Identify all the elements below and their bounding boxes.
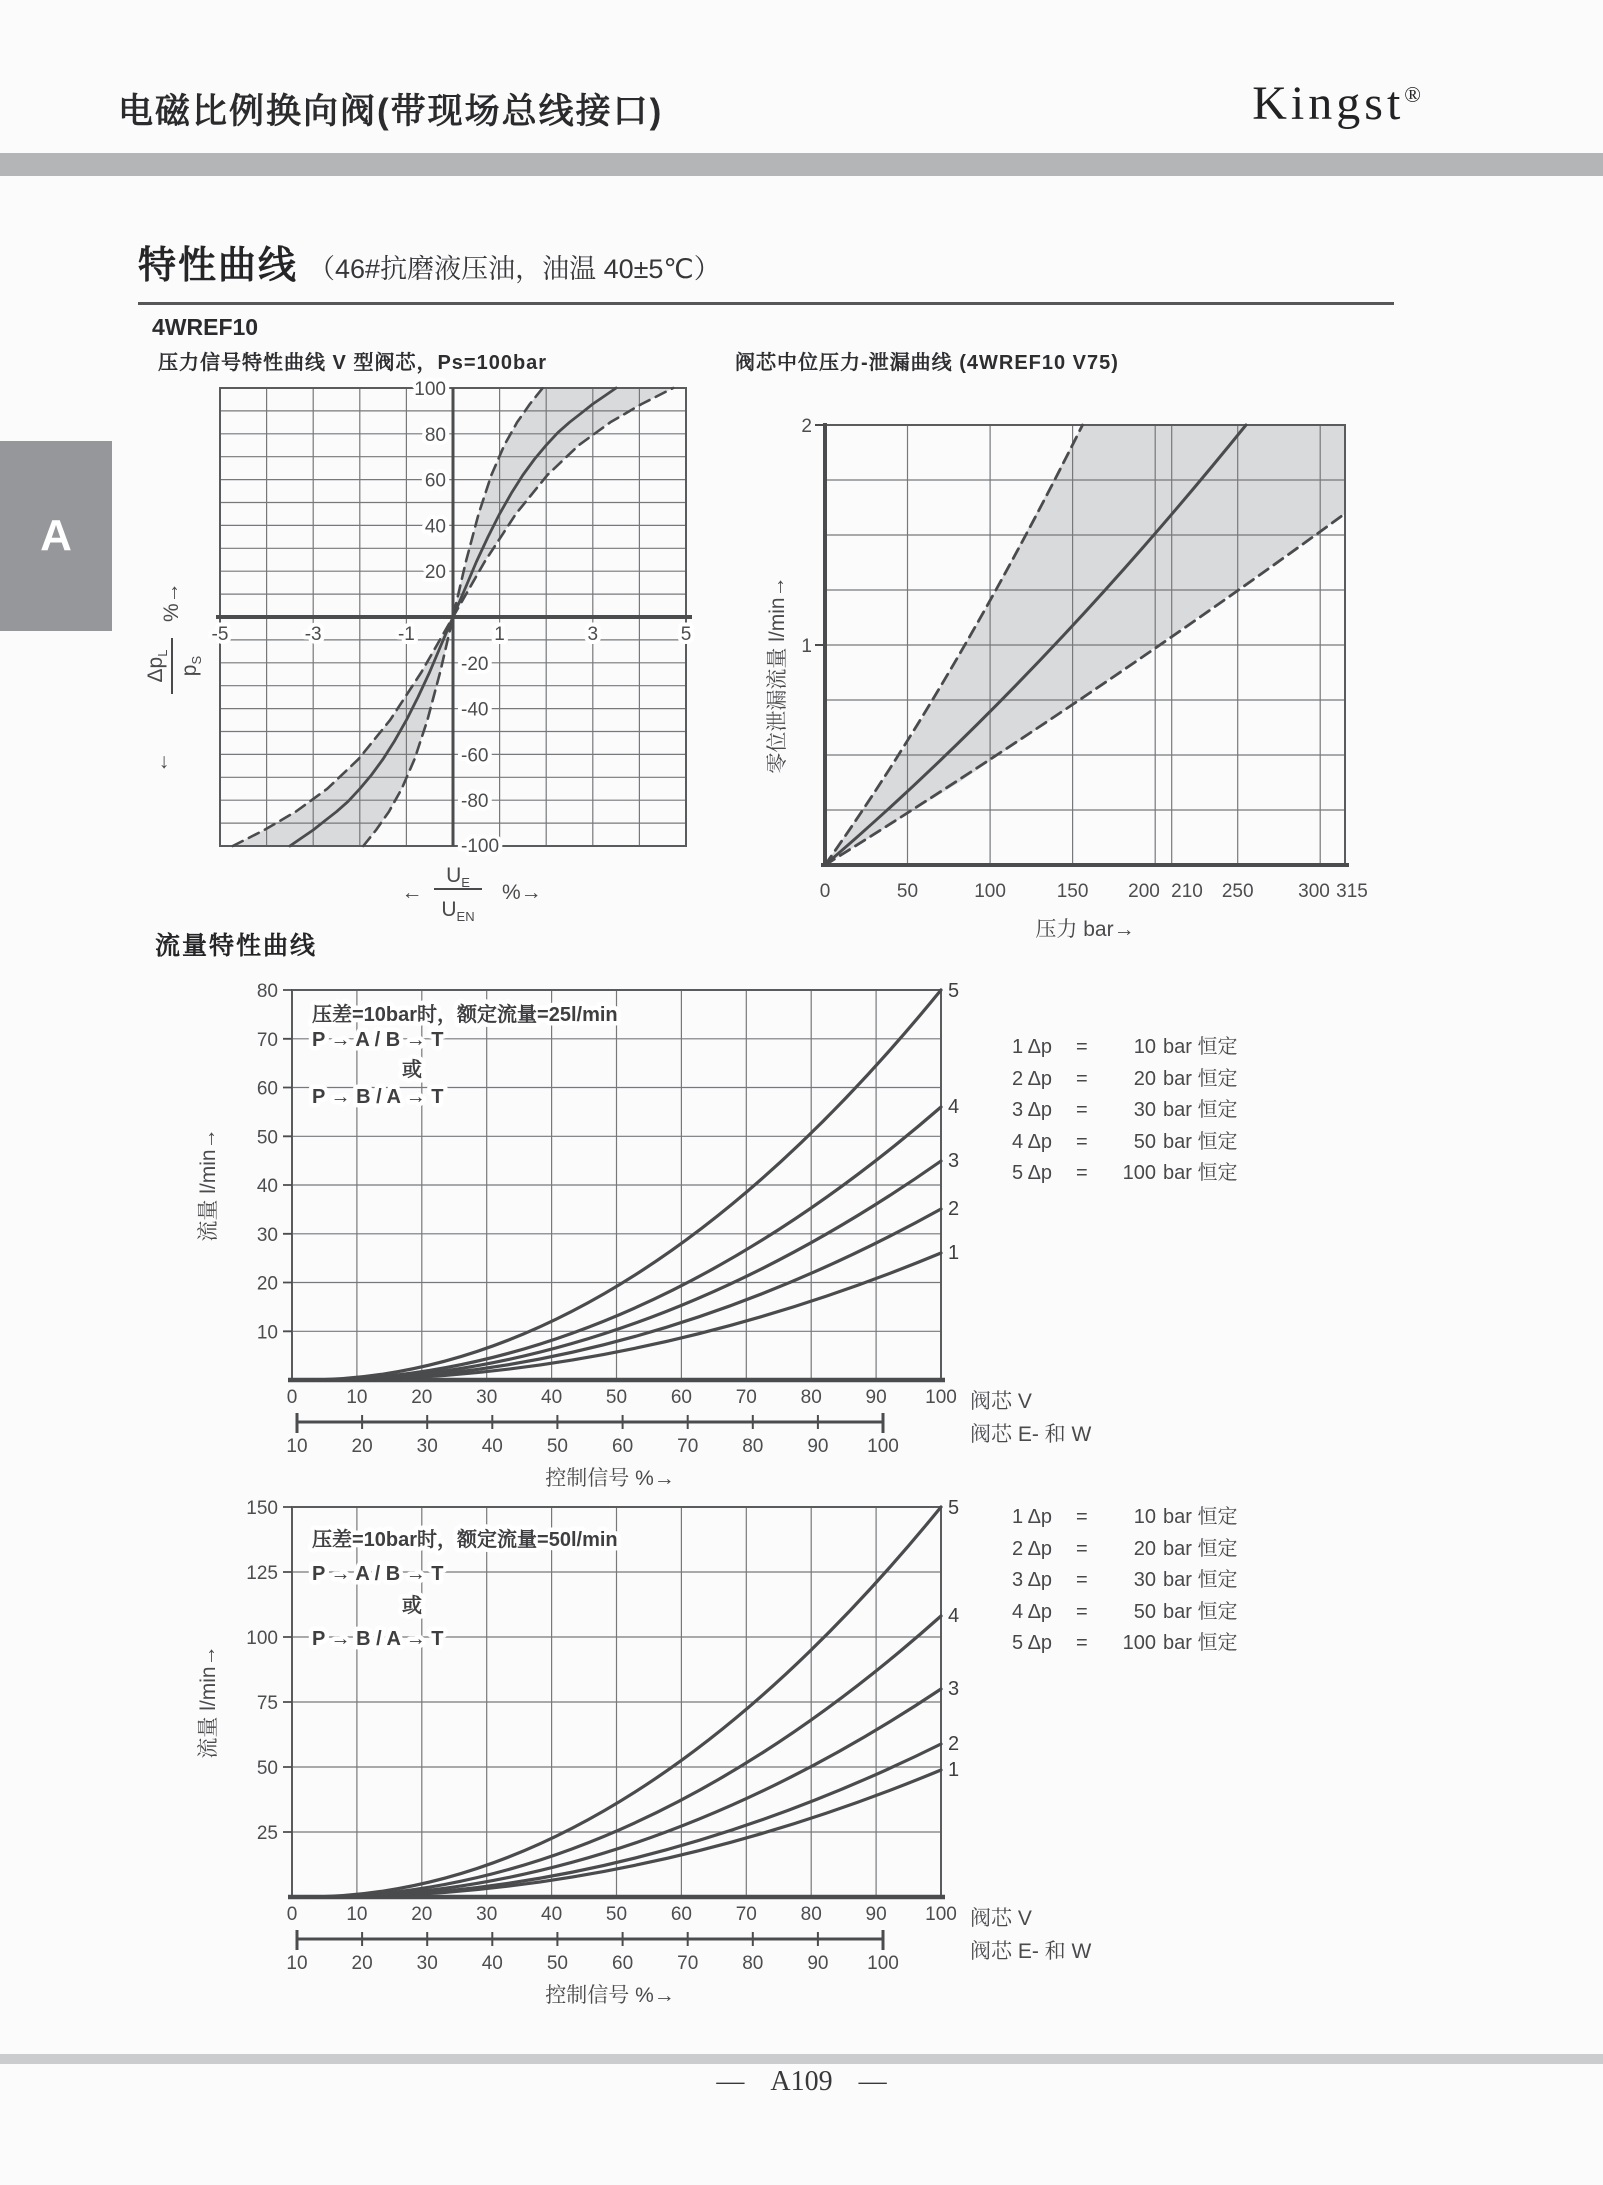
flow50-ytick-labels [246, 1498, 278, 1844]
tick-label: 40 [256, 1176, 278, 1197]
xlabel-numerator: U [446, 864, 462, 887]
tick-label: 60 [424, 470, 446, 492]
legend-value-num: 20 [1133, 1537, 1156, 1560]
svg-text:UEN [441, 898, 474, 924]
legend-value-num: 30 [1133, 1569, 1156, 1591]
leakage-xtick-labels [820, 881, 1368, 902]
legend-value-num: 20 [1133, 1067, 1156, 1090]
ylabel-text: 流量 l/min→ [197, 1645, 220, 1759]
tick-label: 60 [256, 1078, 278, 1100]
legend-curve: 4 Δp [1012, 1130, 1053, 1153]
curve-label: 1 [948, 1759, 960, 1781]
legend-value [1112, 1500, 1237, 1529]
tick-label: 10 [256, 1322, 278, 1344]
tick-label: 10 [346, 1904, 368, 1925]
tick-label: 1 [801, 636, 812, 657]
legend-value-num: 100 [1122, 1632, 1156, 1654]
legend-eq: = [1076, 1162, 1088, 1184]
ylabel-denominator-sub: S [189, 655, 204, 665]
legend-row [1012, 1626, 1237, 1658]
page-title: 电磁比例换向阀(带现场总线接口) [118, 92, 664, 131]
xlabel-denominator: U [441, 898, 457, 921]
tick-label: 100 [974, 881, 1006, 902]
tick-label: -5 [211, 624, 229, 645]
tick-label: 70 [256, 1029, 278, 1051]
tick-label: 100 [867, 1436, 899, 1457]
tick-label: 50 [896, 881, 919, 902]
legend-value [1112, 1626, 1237, 1655]
tick-label: 50 [605, 1387, 628, 1408]
legend-eq: = [1076, 1506, 1088, 1528]
section-title: 特性曲线 [138, 245, 299, 287]
tick-label: 300 [1298, 881, 1330, 902]
legend-value-unit: bar 恒定 [1163, 1099, 1238, 1121]
note-or: 或 [402, 1059, 422, 1081]
tick-label: -100 [461, 836, 500, 857]
svg-text:ΔpL [144, 650, 170, 683]
legend-eq: = [1076, 1036, 1088, 1058]
curve-label: 2 [948, 1198, 960, 1220]
tick-label: 20 [424, 562, 446, 584]
flow25-spool-ew-label: 阀芯 E- 和 W [970, 1423, 1092, 1446]
legend-curve: 3 Δp [1012, 1099, 1053, 1121]
curve-label: 4 [948, 1605, 960, 1627]
legend-curve: 1 Δp [1012, 1036, 1053, 1058]
flow-chart-50 [140, 1462, 1100, 2022]
tick-label: 20 [351, 1953, 373, 1974]
flow25-xtick-labels [287, 1387, 957, 1408]
tick-label: 10 [346, 1387, 368, 1408]
tick-label: 100 [925, 1387, 957, 1408]
tick-label: 40 [424, 516, 446, 538]
tick-label: 50 [546, 1436, 568, 1457]
tick-label: 80 [800, 1387, 822, 1408]
flow50-notes [312, 1527, 618, 1650]
legend-value [1112, 1595, 1237, 1624]
legend-value [1112, 1030, 1237, 1059]
flow25-notes [312, 1002, 618, 1108]
legend-row [1012, 1125, 1237, 1157]
tick-label: 25 [256, 1823, 278, 1844]
legend-curve: 3 Δp [1012, 1569, 1053, 1591]
tick-label: 90 [807, 1436, 829, 1457]
flow-section-title: 流量特性曲线 [155, 932, 318, 960]
flow50-ylabel [197, 1645, 220, 1758]
legend-curve: 5 Δp [1012, 1632, 1053, 1654]
tick-label: 50 [256, 1758, 278, 1779]
tick-label: 125 [246, 1563, 278, 1584]
header-divider-bar [0, 153, 1603, 176]
leakage-ylabel [766, 576, 789, 773]
ylabel-text: 流量 l/min→ [197, 1128, 220, 1242]
tick-label: 250 [1221, 881, 1254, 902]
flow25-legend [1012, 1030, 1237, 1188]
flow25-ylabel [197, 1128, 220, 1241]
legend-value-unit: bar 恒定 [1163, 1067, 1238, 1090]
note-route-a: P → A / B → T [312, 1563, 444, 1585]
tick-label: 70 [677, 1953, 699, 1974]
tick-label: 50 [546, 1953, 568, 1974]
tick-label: 40 [481, 1953, 503, 1974]
legend-eq: = [1076, 1537, 1088, 1560]
tick-label: 100 [414, 379, 446, 400]
tick-label: 90 [865, 1904, 887, 1925]
tick-label: 100 [925, 1904, 957, 1925]
note-route-b: P → B / A → T [312, 1086, 444, 1108]
tick-label: 80 [256, 981, 278, 1002]
legend-value-unit: bar 恒定 [1163, 1162, 1238, 1184]
flow50-curve-labels [948, 1497, 959, 1781]
legend-value-num: 30 [1133, 1099, 1156, 1121]
legend-value-num: 10 [1133, 1036, 1156, 1058]
flow50-xtick-labels [287, 1904, 957, 1925]
tick-label: 40 [541, 1904, 563, 1925]
tick-label: 80 [742, 1436, 764, 1457]
section-rule [138, 302, 1394, 305]
flow50-spool-ew-label: 阀芯 E- 和 W [970, 1940, 1092, 1963]
model-label: 4WREF10 [152, 314, 259, 340]
ylabel-numerator-sub: L [155, 649, 170, 657]
tick-label: 60 [670, 1904, 692, 1925]
brand-name: Kingst [1252, 77, 1405, 130]
legend-curve: 2 Δp [1012, 1537, 1053, 1560]
flow-chart-25 [140, 945, 1100, 1505]
note-route-b: P → B / A → T [312, 1628, 444, 1650]
note-line1: 压差=10bar时，额定流量=50l/min [312, 1529, 618, 1551]
legend-row [1012, 1030, 1237, 1062]
leakage-xlabel: 压力 bar→ [1035, 918, 1135, 941]
legend-row [1012, 1093, 1237, 1125]
curve-label: 2 [948, 1733, 960, 1755]
legend-value [1112, 1156, 1237, 1185]
tick-label: 100 [246, 1628, 278, 1649]
tick-label: 50 [605, 1904, 628, 1925]
tick-label: 5 [680, 624, 692, 645]
tick-label: 2 [801, 416, 812, 437]
legend-value [1112, 1125, 1237, 1154]
tick-label: 100 [867, 1953, 899, 1974]
tick-label: 90 [807, 1953, 829, 1974]
footer-strip [0, 2054, 1603, 2064]
tick-label: 40 [481, 1436, 503, 1457]
tick-label: 0 [286, 1387, 298, 1408]
legend-eq: = [1076, 1130, 1088, 1153]
tick-label: 10 [286, 1436, 308, 1457]
ylabel-arrow-down: ↓ [158, 750, 170, 773]
legend-value-unit: bar 恒定 [1163, 1506, 1238, 1528]
brand-logo [1252, 76, 1421, 131]
legend-eq: = [1076, 1569, 1088, 1591]
pressure-chart-title: 压力信号特性曲线 V 型阀芯，Ps=100bar [158, 352, 548, 374]
tick-label: 70 [735, 1387, 757, 1408]
section-heading [138, 234, 721, 289]
flow50-legend [1012, 1500, 1237, 1658]
legend-row [1012, 1156, 1237, 1188]
legend-value [1112, 1563, 1237, 1592]
tick-label: 80 [424, 424, 446, 446]
legend-row [1012, 1500, 1237, 1532]
xlabel-units: %→ [502, 881, 542, 904]
tick-label: 30 [476, 1904, 498, 1925]
legend-value-unit: bar 恒定 [1163, 1130, 1238, 1153]
section-note: （46#抗磨液压油，油温 40±5℃） [308, 254, 721, 284]
curve-label: 5 [948, 980, 960, 1002]
page-number: A109 [770, 2066, 833, 2097]
ylabel-numerator: Δp [144, 656, 167, 683]
tick-label: 150 [246, 1498, 278, 1519]
legend-value [1112, 1062, 1237, 1091]
curve-label: 5 [948, 1497, 960, 1519]
legend-row [1012, 1563, 1237, 1595]
legend-value [1112, 1093, 1237, 1122]
side-tab-section-a [0, 441, 112, 631]
legend-value-num: 50 [1133, 1130, 1156, 1153]
legend-row [1012, 1062, 1237, 1094]
legend-row [1012, 1595, 1237, 1627]
legend-curve: 4 Δp [1012, 1600, 1053, 1623]
legend-curve: 2 Δp [1012, 1067, 1053, 1090]
tick-label: 90 [865, 1387, 887, 1408]
tick-label: -20 [461, 653, 489, 675]
tick-label: 50 [256, 1127, 278, 1149]
tick-label: 60 [612, 1436, 634, 1457]
tick-label: 30 [476, 1387, 498, 1408]
ylabel-denominator: p [178, 664, 201, 677]
tick-label: 20 [351, 1436, 373, 1457]
svg-text:UE [446, 864, 470, 890]
tick-label: 10 [286, 1953, 308, 1974]
flow25-xlabel: 控制信号 %→ [545, 1467, 675, 1490]
flow25-spool-v-label: 阀芯 V [970, 1390, 1032, 1413]
flow25-ytick-labels [257, 981, 278, 1343]
pressure-ylabel [144, 582, 204, 773]
legend-value-unit: bar 恒定 [1163, 1036, 1238, 1058]
tick-label: 60 [670, 1387, 692, 1408]
curve-label: 3 [948, 1678, 960, 1700]
pressure-xlabel [402, 864, 542, 924]
tick-label: 0 [286, 1904, 298, 1925]
tick-label: 20 [256, 1273, 278, 1295]
tick-label: 210 [1171, 881, 1203, 902]
legend-curve: 5 Δp [1012, 1162, 1053, 1184]
tick-label: 70 [735, 1904, 757, 1925]
legend-eq: = [1076, 1099, 1088, 1121]
tick-label: 3 [587, 624, 599, 645]
tick-label: -1 [397, 624, 415, 645]
ylabel-units: %→ [160, 582, 183, 622]
tick-label: 80 [800, 1904, 822, 1925]
tick-label: -60 [461, 745, 489, 767]
flow50-spool-scale [286, 1930, 898, 1974]
tick-label: 20 [411, 1387, 433, 1408]
xlabel-numerator-sub: E [461, 875, 470, 890]
svg-text:pS [178, 655, 204, 676]
curve-label: 4 [948, 1096, 960, 1118]
legend-eq: = [1076, 1067, 1088, 1090]
legend-value-unit: bar 恒定 [1163, 1600, 1238, 1623]
legend-curve: 1 Δp [1012, 1506, 1053, 1528]
legend-value-num: 10 [1133, 1506, 1156, 1528]
xlabel-denominator-sub: EN [456, 909, 475, 924]
tick-label: 30 [256, 1224, 278, 1246]
tick-label: -3 [304, 624, 322, 645]
leakage-chart-title: 阀芯中位压力-泄漏曲线 (4WREF10 V75) [735, 352, 1119, 374]
flow25-curve-labels [948, 980, 959, 1264]
leakage-chart [740, 380, 1400, 970]
footer [0, 2066, 1603, 2098]
tick-label: 60 [612, 1953, 634, 1974]
tick-label: 150 [1056, 881, 1089, 902]
legend-eq: = [1076, 1600, 1088, 1623]
legend-row [1012, 1532, 1237, 1564]
pressure-signal-chart [140, 368, 740, 968]
legend-value-num: 100 [1122, 1162, 1156, 1184]
footer-dash-left: — [716, 2066, 745, 2097]
registered-mark: ® [1404, 82, 1421, 107]
note-route-a: P → A / B → T [312, 1029, 444, 1051]
flow25-spool-scale [286, 1413, 898, 1457]
flow50-spool-v-label: 阀芯 V [970, 1907, 1032, 1930]
ylabel-text: 零位泄漏流量 l/min→ [766, 576, 789, 774]
tick-label: 75 [256, 1693, 278, 1714]
tick-label: 0 [819, 881, 831, 902]
curve-label: 3 [948, 1150, 960, 1172]
tick-label: 315 [1336, 881, 1368, 902]
legend-value-num: 50 [1133, 1600, 1156, 1623]
footer-dash-right: — [858, 2066, 887, 2097]
legend-value-unit: bar 恒定 [1163, 1537, 1238, 1560]
flow50-xlabel: 控制信号 %→ [545, 1984, 675, 2007]
leakage-ytick-labels [801, 416, 812, 657]
tick-label: 30 [416, 1953, 438, 1974]
legend-value-unit: bar 恒定 [1163, 1632, 1238, 1654]
note-line1: 压差=10bar时，额定流量=25l/min [312, 1004, 618, 1026]
side-tab-label: A [40, 511, 72, 560]
note-or: 或 [402, 1595, 422, 1617]
tick-label: -80 [461, 791, 489, 813]
tick-label: 30 [416, 1436, 438, 1457]
xlabel-arrow-left: ← [401, 881, 423, 904]
legend-value-unit: bar 恒定 [1163, 1569, 1238, 1591]
curve-label: 1 [948, 1242, 960, 1264]
tick-label: -40 [461, 699, 489, 721]
tick-label: 70 [677, 1436, 699, 1457]
tick-label: 80 [742, 1953, 764, 1974]
tick-label: 20 [411, 1904, 433, 1925]
legend-eq: = [1076, 1632, 1088, 1654]
tick-label: 40 [541, 1387, 563, 1408]
legend-value [1112, 1532, 1237, 1561]
tick-label: 1 [494, 624, 505, 645]
tick-label: 200 [1128, 881, 1160, 902]
